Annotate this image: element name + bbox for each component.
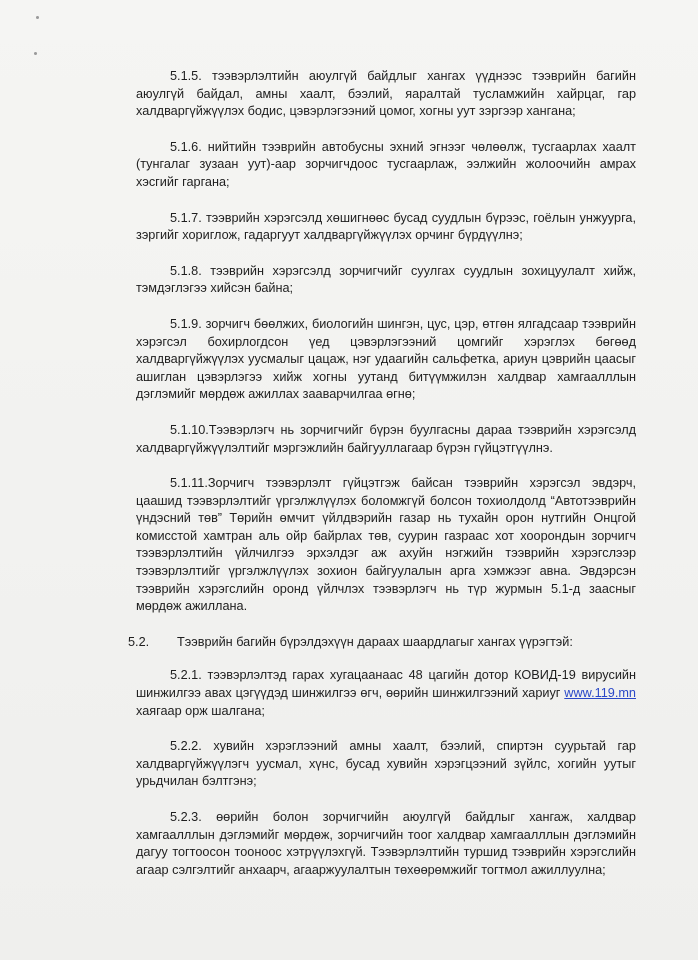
clause-5-2-3: 5.2.3. өөрийн болон зорчигчийн аюулгүй байдлыг хангаж, халдвар хамгаалллын дэглэмийг мөрдөж, зорчигчийн тоог халдвар хамгаалллын дэглэмийн дагуу тогтоосон тооноос хэтрүүлэхгүй. Тээвэрлэлтийн туршид тээврийн хэрэгслийн агаар сэлгэлтийг анхаарч, агааржуулалтын төхөөрөмжийг тогтмол ажиллуулна; bbox=[136, 810, 636, 877]
clause-5-1-8: 5.1.8. тээврийн хэрэгсэлд зорчигчийг суулгах суудлын зохицуулалт хийж, тэмдэглэгээ хийсэн байна; bbox=[136, 263, 636, 296]
scan-speck bbox=[36, 16, 39, 19]
clause-5-1-9: 5.1.9. зорчигч бөөлжих, биологийн шингэн, цус, цэр, өтгөн ялгадсаар тээврийн хэрэгсэл бохирлогдсон үед цэвэрлэгээний цомгийг хэрэглэх бөгөөд халдваргүйжүүлэх уусмалыг цацаж, нэг удаагийн сальфетка, ариун цэврийн цаасыг ашиглан цэвэрлэгээ хийж хогны уутанд битүүмжилэн халдвар хамгаалллын дэглэмийг мөрдөж ажиллах зааварчилгаа өгнө; bbox=[136, 316, 636, 402]
clause-5-1-11: 5.1.11.Зорчигч тээвэрлэлт гүйцэтгэж байсан тээврийн хэрэгсэл эвдэрч, цаашид тээвэрлэлтийг үргэлжлүүлэх боломжгүй болсон тохиолдолд “Автотээврийн үндэсний төв” Төрийн өмчит үйлдвэрийн газар нь тухайн орон нутгийн Онцгой комисстой хамтран аль ойр байрлах төв, суурин газраас хот хоорондын зорчигч тээвэрлэлтийн үйлчилгээ эрхэлдэг аж ахуйн нэгжийн тээврийн хэрэгслээр тээвэрлэлтийг үргэлжлүүлэх зохион байгуулалын арга хэмжээг авна. Эвдэрсэн тээврийн хэрэгслийн оронд үйлчлэх тээвэрлэгч нь түр журмын 5.1-д заасныг мөрдөж ажиллана. bbox=[136, 476, 636, 614]
section-number: 5.2. bbox=[128, 634, 150, 649]
clause-5-2-2: 5.2.2. хувийн хэрэглээний амны хаалт, бээлий, спиртэн суурьтай гар халдваргүйжүүлэгч уусмал, хүнс, бусад хувийн хэрэгцээний зүйлс, хогийн уутыг урьдчилан бэлтгэнэ; bbox=[136, 739, 636, 789]
clause-5-1-7: 5.1.7. тээврийн хэрэгсэлд хөшигнөөс бусад суудлын бүрээс, гоёлын унжуурга, зэргийг хориглож, гадаргуут халдваргүйжүүлэх орчинг бүрдүүлнэ; bbox=[136, 210, 636, 243]
section-5-2-heading bbox=[128, 634, 636, 652]
clause-5-2-1 bbox=[136, 667, 636, 720]
clause-5-1-10: 5.1.10.Тээвэрлэгч нь зорчигчийг бүрэн буулгасны дараа тээврийн хэрэгсэлд халдваргүйжүүлэлтийг мэргэжлийн байгууллагаар бүрэн гүйцэтгүүлнэ. bbox=[136, 422, 636, 455]
clause-5-1-6: 5.1.6. нийтийн тээврийн автобусны эхний эгнээг чөлөөлж, тусгаарлах хаалт (тунгалаг зузаан уут)-аар зорчигчдоос тусгаарлаж, ээлжийн жолоочийн амрах хэсгийг гаргана; bbox=[136, 139, 636, 189]
document-body bbox=[128, 68, 636, 897]
clause-5-1-5: 5.1.5. тээвэрлэлтийн аюулгүй байдлыг хангах үүднээс тээврийн багийн аюулгүй байдал, амны хаалт, бээлий, яаралтай тусламжийн хайрцаг, гар халдваргүйжүүлэх бодис, цэвэрлэгээний цомог, хогны уут зэргээр хангана; bbox=[136, 69, 636, 119]
clause-text-after-link: хаягаар орж шалгана; bbox=[136, 703, 265, 718]
clause-text-before-link: 5.2.1. тээвэрлэлтэд гарах хугацаанаас 48 цагийн дотор КОВИД-19 вирусийн шинжилгээ авах цэгүүдэд шинжилгээ өгч, өөрийн шинжилгээний хариуг bbox=[136, 668, 636, 701]
section-title: Тээврийн багийн бүрэлдэхүүн дараах шаардлагыг хангах үүрэгтэй: bbox=[177, 634, 573, 649]
website-link[interactable]: www.119.mn bbox=[564, 686, 636, 701]
scan-speck bbox=[34, 52, 37, 55]
